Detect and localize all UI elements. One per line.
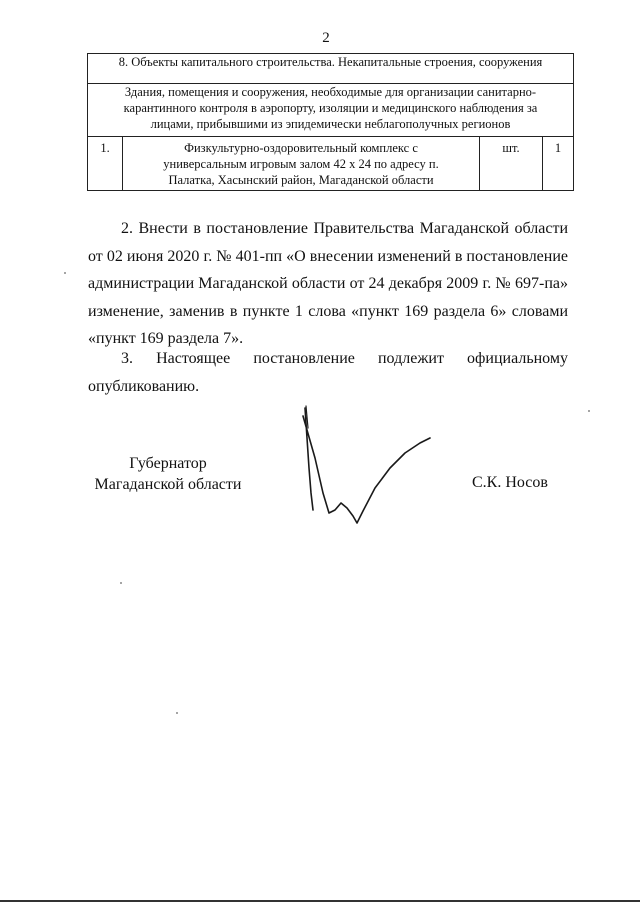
- subheader-cell: Здания, помещения и сооружения, необходимые для организации санитарно-карантинного контроля в аэропорту, изоляции и медицинского наблюдения за лицами, прибывшими из эпидемически неблагополучных регионов: [88, 84, 574, 137]
- signatory-title: [88, 453, 248, 495]
- objects-table: [87, 53, 574, 191]
- row-name-cell: Физкультурно-оздоровительный комплекс с универсальным игровым залом 42 х 24 по адресу п. Палатка, Хасынский район, Магаданской области: [123, 137, 480, 191]
- signatory-title-line2: Магаданской области: [94, 476, 242, 493]
- row-qty-cell: 1: [543, 137, 574, 191]
- scan-speck: [64, 272, 66, 274]
- scan-speck: [176, 712, 178, 714]
- signatory-title-line1: Губернатор: [129, 455, 207, 472]
- table-row: [88, 137, 574, 191]
- table-subheader-row: [88, 84, 574, 137]
- handwritten-signature: [285, 398, 445, 533]
- row-unit-cell: шт.: [480, 137, 543, 191]
- page-number: 2: [322, 30, 330, 46]
- row-number-cell: 1.: [88, 137, 123, 191]
- paragraph-3: 3. Настоящее постановление подлежит официальному опубликованию.: [88, 350, 568, 395]
- table-section-row: [88, 54, 574, 84]
- section-header-cell: 8. Объекты капитального строительства. Некапитальные строения, сооружения: [88, 54, 574, 84]
- scan-speck: [588, 410, 590, 412]
- scan-speck: [120, 582, 122, 584]
- signatory-name: С.К. Носов: [472, 474, 548, 491]
- scan-bottom-edge: [0, 900, 640, 902]
- paragraph-2: 2. Внести в постановление Правительства Магаданской области от 02 июня 2020 г. № 401-пп «О внесении изменений в постановление администрации Магаданской области от 24 декабря 2009 г. № 697-па» изменение, заменив в пункте 1 слова «пункт 169 раздела 6» словами «пункт 169 раздела 7».: [88, 220, 568, 347]
